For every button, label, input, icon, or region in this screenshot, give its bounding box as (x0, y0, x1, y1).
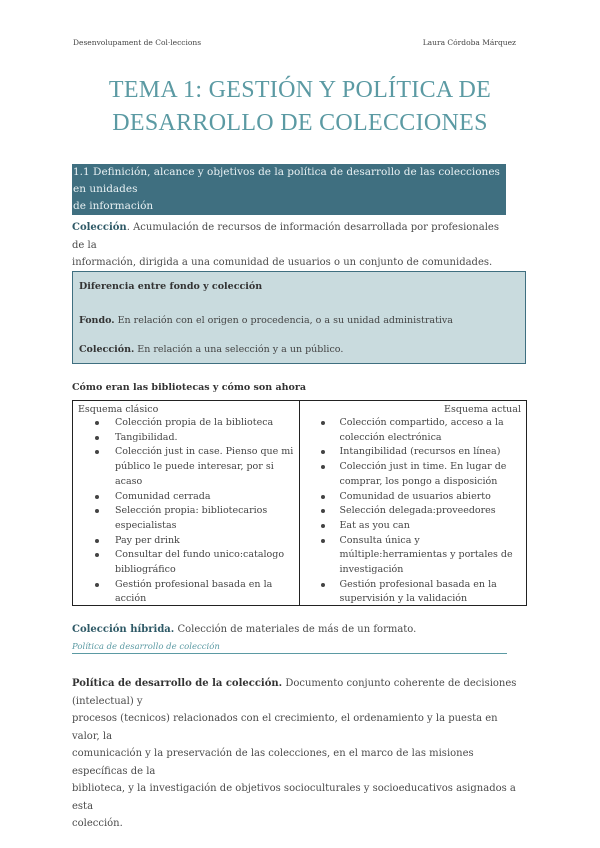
list-item: Consultar del fundo unico:catalogo bibliográfico (73, 548, 299, 577)
politica-link[interactable]: Política de desarrollo de colección (72, 642, 507, 654)
classic-title: Esquema clásico (78, 404, 159, 415)
box-coleccion-term: Colección. (79, 344, 135, 355)
list-item: Colección compartido, acceso a la colección electrónica (300, 416, 527, 445)
list-item: Gestión profesional basada en la supervisión y la validación (300, 578, 527, 607)
politica-text-5: colección. (72, 818, 123, 829)
bullet-icon (321, 509, 325, 513)
list-item: Consulta única y múltiple:herramientas y portales de investigación (300, 534, 527, 578)
comparison-table (72, 400, 527, 606)
bullet-icon (95, 495, 99, 499)
list-item: Selección propia: bibliotecarios especialistas (73, 504, 299, 533)
bullet-icon (321, 583, 325, 587)
list-item: Colección propia de la biblioteca (73, 416, 299, 431)
coleccion-text-2: información, dirigida a una comunidad de usuarios o un conjunto de comunidades. (72, 257, 493, 268)
list-item: Eat as you can (300, 519, 527, 534)
bullet-icon (95, 436, 99, 440)
list-item: Selección delegada:proveedores (300, 504, 527, 519)
list-item: Gestión profesional basada en la acción (73, 578, 299, 607)
box-coleccion-text: En relación a una selección y a un público. (134, 344, 344, 355)
section-heading-line-2: de información (73, 200, 154, 212)
politica-text-3: comunicación y la preservación de las colecciones, en el marco de las misiones específicas de la (72, 748, 474, 777)
bullet-icon (321, 495, 325, 499)
hibrida-term: Colección híbrida. (72, 624, 175, 635)
coleccion-term: Colección (72, 222, 127, 233)
bullet-icon (95, 421, 99, 425)
section-heading-line-1: 1.1 Definición, alcance y objetivos de la política de desarrollo de las colecciones en unidades (73, 166, 500, 195)
politica-definition (72, 675, 522, 833)
coleccion-definition (72, 219, 512, 272)
coleccion-text-1: . Acumulación de recursos de información desarrollada por profesionales de la (72, 222, 499, 251)
politica-text-2: procesos (tecnicos) relacionados con el crecimiento, el ordenamiento y la puesta en valor, la (72, 713, 498, 742)
list-item: Tangibilidad. (73, 431, 299, 446)
bullet-icon (95, 553, 99, 557)
bullet-icon (95, 450, 99, 454)
bullet-icon (321, 421, 325, 425)
bullet-icon (95, 509, 99, 513)
fondo-text: En relación con el origen o procedencia, o a su unidad administrativa (114, 315, 453, 326)
bullet-icon (321, 465, 325, 469)
bullet-icon (95, 539, 99, 543)
fondo-coleccion-box (72, 271, 526, 364)
header-right: Laura Córdoba Márquez (422, 38, 516, 47)
current-list (300, 416, 527, 607)
list-item: Colección just in case. Pienso que mi público le puede interesar, por si acaso (73, 445, 299, 489)
section-heading (72, 164, 506, 215)
list-item: Comunidad cerrada (73, 490, 299, 505)
hibrida-text: Colección de materiales de más de un formato. (174, 624, 417, 635)
bullet-icon (95, 583, 99, 587)
fondo-term: Fondo. (79, 315, 115, 326)
box-heading: Diferencia entre fondo y colección (79, 281, 263, 292)
bullet-icon (321, 524, 325, 528)
current-title: Esquema actual (444, 404, 521, 415)
title-line-1: TEMA 1: GESTIÓN Y POLÍTICA DE (108, 77, 492, 103)
politica-text-1: Documento conjunto coherente de decisiones (intelectual) y (72, 678, 517, 707)
politica-text-4: biblioteca, y la investigación de objetivos socioculturales y socioeducativos asignados a esta (72, 783, 516, 812)
list-item: Comunidad de usuarios abierto (300, 490, 527, 505)
coleccion-hibrida (72, 624, 416, 635)
list-item: Colección just in time. En lugar de comprar, los pongo a disposición (300, 460, 527, 489)
list-item: Pay per drink (73, 534, 299, 549)
title-line-2: DESARROLLO DE COLECCIONES (112, 110, 488, 136)
comparison-heading: Cómo eran las bibliotecas y cómo son ahora (72, 382, 307, 393)
politica-term: Política de desarrollo de la colección. (72, 678, 283, 689)
bullet-icon (321, 539, 325, 543)
classic-column (73, 401, 300, 605)
header-left: Desenvolupament de Col·leccions (73, 38, 202, 47)
list-item: Intangibilidad (recursos en línea) (300, 445, 527, 460)
page-title (0, 74, 600, 140)
current-column (300, 401, 527, 605)
classic-list (73, 416, 299, 607)
bullet-icon (321, 450, 325, 454)
